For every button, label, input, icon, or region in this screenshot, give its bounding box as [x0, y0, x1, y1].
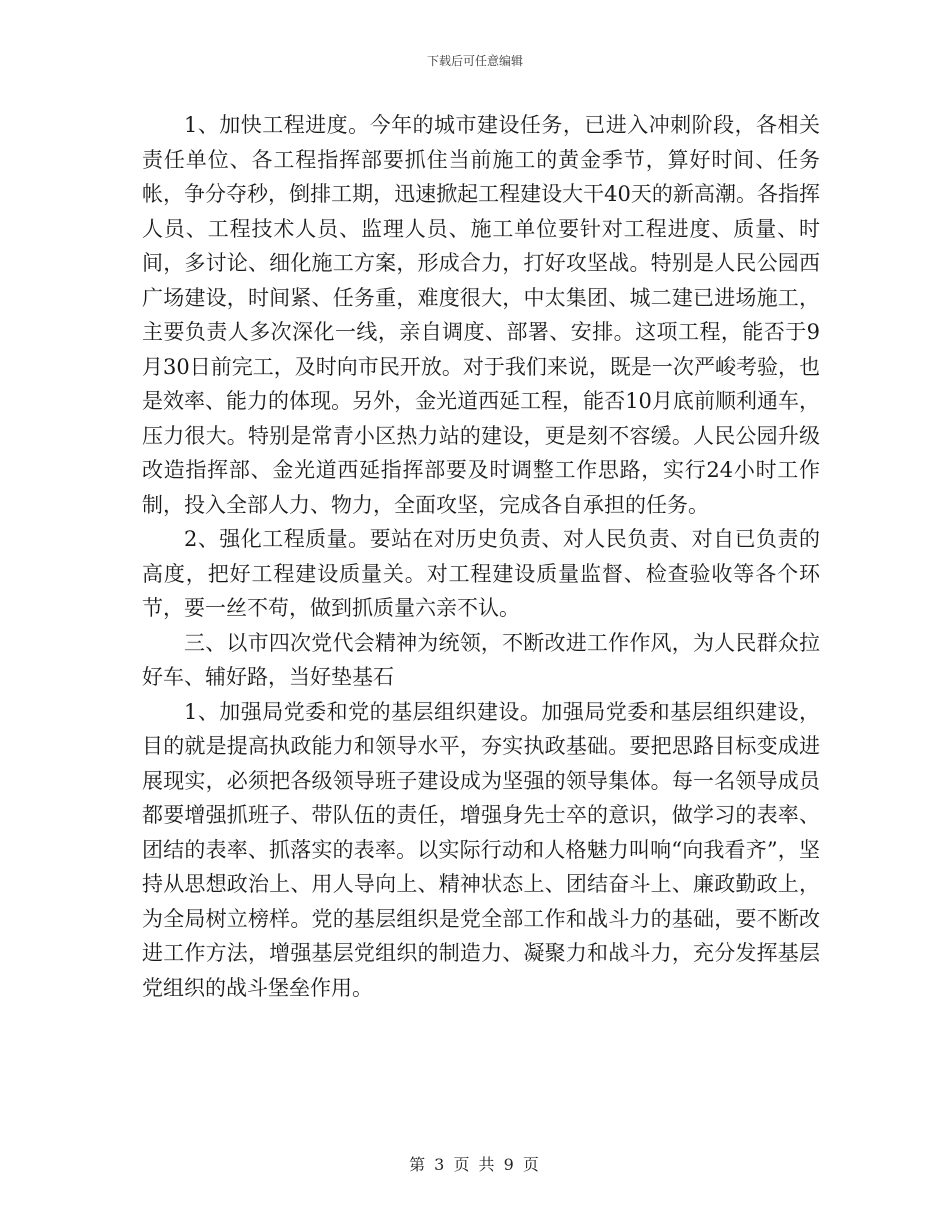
footer-prefix: 第	[409, 1155, 428, 1174]
page-footer	[0, 1152, 950, 1175]
section-heading-3: 三、以市四次党代会精神为统领，不断改进工作作风，为人民群众拉好车、辅好路，当好垫基石	[142, 630, 820, 689]
paragraph-1: 1、加快工程进度。今年的城市建设任务，已进入冲刺阶段，各相关责任单位、各工程指挥部要抓住当前施工的黄金季节，算好时间、任务帐，争分夺秒，倒排工期，迅速掀起工程建设大干40天的新高潮。各指挥人员、工程技术人员、监理人员、施工单位要针对工程进度、质量、时间，多讨论、细化施工方案，形成合力，打好攻坚战。特别是人民公园西广场建设，时间紧、任务重，难度很大，中太集团、城二建已进场施工，主要负责人多次深化一线，亲自调度、部署、安排。这项工程，能否于9月30日前完工，及时向市民开放。对于我们来说，既是一次严峻考验，也是效率、能力的体现。另外，金光道西延工程，能否10月底前顺利通车，压力很大。特别是常青小区热力站的建设，更是刻不容缓。人民公园升级改造指挥部、金光道西延指挥部要及时调整工作思路，实行24小时工作制，投入全部人力、物力，全面攻坚，完成各自承担的任务。	[142, 113, 820, 517]
footer-middle: 页 共	[453, 1155, 497, 1174]
header-text: 下载后可任意编辑	[426, 54, 523, 68]
paragraph-2: 2、强化工程质量。要站在对历史负责、对人民负责、对自已负责的高度，把好工程建设质量关。对工程建设质量监督、检查验收等各个环节，要一丝不苟，做到抓质量六亲不认。	[142, 527, 820, 620]
paragraph-4: 1、加强局党委和党的基层组织建设。加强局党委和基层组织建设，目的就是提高执政能力和领导水平，夯实执政基础。要把思路目标变成进展现实，必须把各级领导班子建设成为坚强的领导集体。每一名领导成员都要增强抓班子、带队伍的责任，增强身先士卒的意识，做学习的表率、团结的表率、抓落实的表率。以实际行动和人格魅力叫响“向我看齐”，坚持从思想政治上、用人导向上、精神状态上、团结奋斗上、廉政勤政上，为全局树立榜样。党的基层组织是党全部工作和战斗力的基础，要不断改进工作方法，增强基层党组织的制造力、凝聚力和战斗力，充分发挥基层党组织的战斗堡垒作用。	[142, 699, 820, 1000]
footer-suffix: 页	[522, 1155, 541, 1174]
page-header	[0, 52, 950, 69]
footer-total-pages: 9	[503, 1155, 516, 1174]
footer-current-page: 3	[434, 1155, 447, 1174]
document-body	[142, 108, 820, 1005]
